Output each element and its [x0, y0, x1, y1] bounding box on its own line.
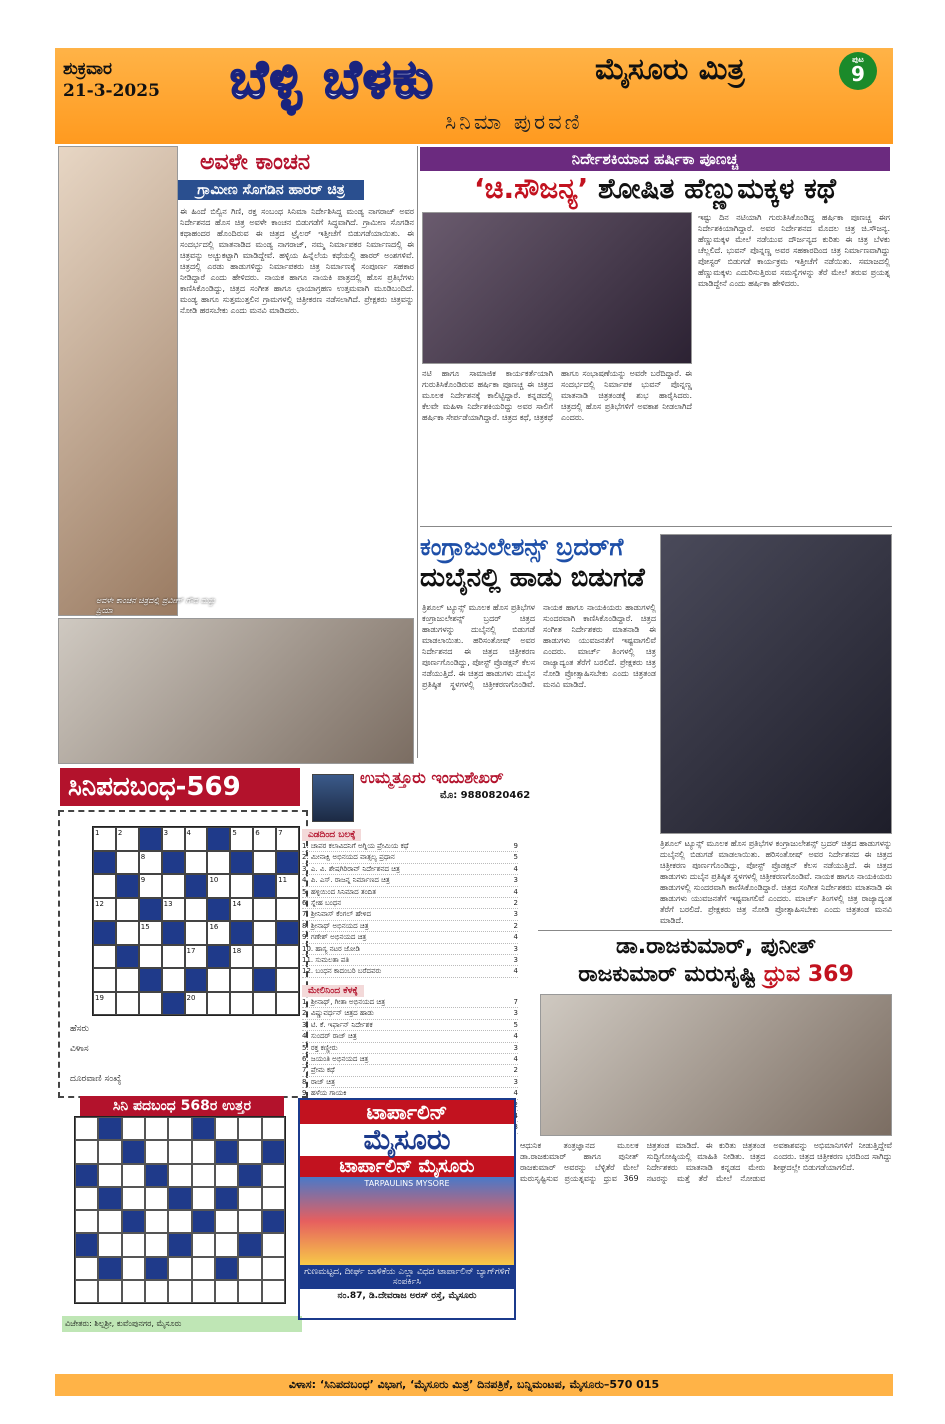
cell [116, 921, 139, 945]
across-clue-list [302, 841, 518, 978]
page-number-badge [839, 52, 877, 90]
dhruva-body: ಆಧುನಿಕ ತಂತ್ರಜ್ಞಾನದ ಮೂಲಕ ಡಾ.ರಾಜಕುಮಾರ್ ಹಾಗೂ ಪುನೀತ್ ರಾಜಕುಮಾರ್ ಅವರನ್ನು ಬೆಳ್ಳಿತೆರೆ ಮೇಲೆ ಮರುಸೃಷ್ಟಿಸುವ ಪ್ರಯತ್ನವನ್ನು ಧ್ರುವ 369 ಚಿತ್ರತಂಡ ಮಾಡಿದೆ. ಈ ಕುರಿತು ಚಿತ್ರತಂಡ ಸುದ್ದಿಗೋಷ್ಠಿಯಲ್ಲಿ ಮಾಹಿತಿ ನೀಡಿತು. ಚಿತ್ರದ ನಿರ್ದೇಶಕರು ಮಾತನಾಡಿ ಕನ್ನಡದ ಮೇರು ನಟರನ್ನು ಮತ್ತೆ ತೆರೆ ಮೇಲೆ ನೋಡುವ ಅವಕಾಶವನ್ನು ಅಭಿಮಾನಿಗಳಿಗೆ ನೀಡುತ್ತಿದ್ದೇವೆ ಎಂದರು. ಚಿತ್ರದ ಚಿತ್ರೀಕರಣ ಭರದಿಂದ ಸಾಗಿದ್ದು ಶೀಘ್ರದಲ್ಲೇ ಬಿಡುಗಡೆಯಾಗಲಿದೆ. [520, 1141, 892, 1183]
masthead-banner [55, 48, 893, 144]
cell [168, 1140, 191, 1163]
cell [93, 921, 116, 945]
clue-length: 3 [513, 1123, 518, 1132]
clue-length: 2 [513, 921, 518, 930]
clue-length: 9 [513, 842, 518, 850]
cell: 10 [207, 874, 230, 898]
cell [276, 992, 299, 1016]
clue-row [302, 1065, 518, 1076]
cell [145, 1187, 168, 1210]
column-divider [417, 146, 418, 758]
crossword-clues [302, 822, 518, 1134]
clue-text: 7. ಶ್ರೀನಿವಾಸ್ ಕೆಂಗಲ್ ಹೇಳಿದ [302, 910, 371, 919]
cell [253, 921, 276, 945]
souajanya-band: ನಿರ್ದೇಶಕಿಯಾದ ಹರ್ಷಿಕಾ ಪೂಣಚ್ಚ [420, 147, 890, 171]
cell: 2 [116, 827, 139, 851]
cell [185, 874, 208, 898]
cell [207, 827, 230, 851]
cell [139, 827, 162, 851]
clue-row [302, 944, 518, 955]
cell [207, 851, 230, 875]
cell: 3 [162, 827, 185, 851]
issue-date [63, 58, 160, 102]
cell [116, 851, 139, 875]
author-mobile: ಮೊ: 9880820462 [440, 790, 531, 801]
cell [253, 945, 276, 969]
cell [168, 1280, 191, 1303]
cell [93, 874, 116, 898]
cell [238, 1280, 261, 1303]
ad-address: ನಂ.87, ಡಿ.ದೇವರಾಜ ಅರಸ್ ರಸ್ತೆ, ಮೈಸೂರು [300, 1289, 514, 1303]
clue-length: 3 [513, 910, 518, 919]
clue-text: 2. ವಿಷ್ಣುವರ್ಧನ್ ಚಿತ್ರದ ಹಾಡು [302, 1009, 374, 1018]
avale-kanchana-team-photo [58, 618, 414, 764]
clue-row [302, 1077, 518, 1088]
clue-text: 4. ಪಿ. ಎಸ್. ರಾಜನ್ನ ನಿರ್ಮಾಣದ ಚಿತ್ರ [302, 876, 390, 885]
section-divider-2 [538, 930, 892, 931]
cell: 20 [185, 992, 208, 1016]
cell [145, 1164, 168, 1187]
cell [168, 1164, 191, 1187]
cell [262, 1164, 285, 1187]
clue-text: 4. ಸುಂದರ್ ರಾಜ್ ಚಿತ್ರ [302, 1032, 357, 1041]
cell [98, 1280, 121, 1303]
cell [230, 968, 253, 992]
cell [262, 1233, 285, 1256]
dhruva-headline-part-a: ರಾಜಕುಮಾರ್ ಮರುಸೃಷ್ಟಿ [578, 962, 757, 987]
cell [93, 968, 116, 992]
ad-tagline: ಗುಣಮಟ್ಟದ, ದೀರ್ಘ ಬಾಳಿಕೆಯ ಎಲ್ಲಾ ವಿಧದ ಟಾರ್ಪಾಲಿನ್ ಬ್ಯಾಗ್‌ಗಳಿಗೆ ಸಂಪರ್ಕಿಸಿ [300, 1265, 514, 1289]
souajanya-poster-launch-photo [422, 212, 692, 364]
clue-row [302, 1054, 518, 1065]
clue-text: 2. ಮೀನಾಕ್ಷಿ ಅಭಿನಯದ ವಾತ್ಸಲ್ಯ ಪ್ರಧಾನ [302, 853, 395, 862]
cell [215, 1233, 238, 1256]
cell [98, 1257, 121, 1280]
clue-row [302, 887, 518, 898]
clue-length: 4 [513, 1054, 518, 1063]
cell [238, 1210, 261, 1233]
cell [215, 1140, 238, 1163]
cell [145, 1280, 168, 1303]
cell [168, 1187, 191, 1210]
cell [192, 1117, 215, 1140]
cell [192, 1210, 215, 1233]
clue-row [302, 909, 518, 920]
cell [139, 992, 162, 1016]
cell [238, 1117, 261, 1140]
cell: 16 [207, 921, 230, 945]
cell [168, 1257, 191, 1280]
clue-row [302, 1031, 518, 1042]
cell: 4 [185, 827, 208, 851]
cell [238, 1164, 261, 1187]
form-address-label: ವಿಳಾಸ [70, 1044, 89, 1054]
clue-length: 3 [513, 1077, 518, 1086]
cell [122, 1164, 145, 1187]
clue-length: 4 [513, 864, 518, 873]
cell [262, 1140, 285, 1163]
tarpaulins-advertisement [298, 1098, 516, 1320]
clue-text: 1. ಚಾಪರ ಕಲಾವಿದನಿಗೆ ಅಗ್ನಿಯ ಪ್ರೇಮಿಯ ಕಥೆ [302, 842, 409, 850]
cell: 8 [139, 851, 162, 875]
cell [262, 1210, 285, 1233]
cell [207, 945, 230, 969]
clue-row [302, 864, 518, 875]
cell [162, 921, 185, 945]
cell [75, 1164, 98, 1187]
page-number: 9 [851, 62, 865, 86]
cell [122, 1233, 145, 1256]
cell [192, 1257, 215, 1280]
cell [93, 945, 116, 969]
clue-length: 3 [513, 956, 518, 965]
cell [98, 1233, 121, 1256]
cell: 7 [276, 827, 299, 851]
cell [238, 1257, 261, 1280]
clue-length: 5 [513, 1020, 518, 1029]
cell [253, 874, 276, 898]
congratulations-brother-subhead: ದುಬೈನಲ್ಲಿ ಹಾಡು ಬಿಡುಗಡೆ [420, 563, 645, 593]
clue-length: 5 [513, 853, 518, 862]
cell [122, 1280, 145, 1303]
ad-city: ಮೈಸೂರು [300, 1124, 514, 1156]
congratulations-brother-cast-photo [660, 534, 892, 834]
clue-row [302, 1043, 518, 1054]
clue-text: 5. ಹಳ್ಳಿಯಿಂದ ಸಿನಿಮಾದ ತಂದಿತ [302, 887, 376, 896]
cell [276, 851, 299, 875]
dhruva-headline-line2 [540, 962, 892, 987]
clue-length: 7 [513, 997, 518, 1006]
dhruva-headline-part-b: ಧ್ರುವ 369 [763, 962, 854, 987]
cell [98, 1117, 121, 1140]
clue-row [302, 921, 518, 932]
cell [93, 851, 116, 875]
cell [207, 898, 230, 922]
congratulations-brother-headline: ಕಂಗ್ರಾಜುಲೇಶನ್ಸ್ ಬ್ರದರ್‌ಗೆ [420, 533, 624, 561]
cell: 14 [230, 898, 253, 922]
cell [75, 1233, 98, 1256]
cell [192, 1140, 215, 1163]
supplement-title: ಬೆಳ್ಳಿ ಬೆಳಕು [230, 50, 436, 110]
souajanya-body-bottom: ನಟಿ ಹಾಗೂ ಸಾಮಾಜಿಕ ಕಾರ್ಯಕರ್ತೆಯಾಗಿ ಗುರುತಿಸಿಕೊಂಡಿರುವ ಹರ್ಷಿಕಾ ಪೂಣಚ್ಚ ಈ ಚಿತ್ರದ ಮೂಲಕ ನಿರ್ದೇಶನಕ್ಕೆ ಕಾಲಿಟ್ಟಿದ್ದಾರೆ. ಕನ್ನಡದಲ್ಲಿ ಕೆಲವೇ ಮಹಿಳಾ ನಿರ್ದೇಶಕಿಯರಿದ್ದು ಅವರ ಸಾಲಿಗೆ ಹರ್ಷಿಕಾ ಸೇರ್ಪಡೆಯಾಗಿದ್ದಾರೆ. ಚಿತ್ರದ ಕಥೆ, ಚಿತ್ರಕಥೆ ಹಾಗೂ ಸಂಭಾಷಣೆಯನ್ನು ಅವರೇ ಬರೆದಿದ್ದಾರೆ. ಈ ಸಂದರ್ಭದಲ್ಲಿ ನಿರ್ಮಾಪಕ ಭುವನ್ ಪೊನ್ನಣ್ಣ ಮಾತನಾಡಿ ಚಿತ್ರತಂಡಕ್ಕೆ ಶುಭ ಹಾರೈಸಿದರು. ಚಿತ್ರದಲ್ಲಿ ಹೊಸ ಪ್ರತಿಭೆಗಳಿಗೆ ಅವಕಾಶ ನೀಡಲಾಗಿದೆ ಎಂದರು. [422, 369, 692, 422]
cell [75, 1117, 98, 1140]
crossword-title: ಸಿನಿಪದಬಂಧ-569 [60, 768, 300, 806]
clue-text: 8. ರಾಜ್ ಚಿತ್ರ [302, 1077, 335, 1086]
cell [75, 1140, 98, 1163]
clue-text: 5. ರಕ್ತ ಕಣ್ಣೀರು [302, 1043, 338, 1052]
clue-row [302, 1020, 518, 1031]
clue-row [302, 932, 518, 943]
across-heading: ಎಡದಿಂದ ಬಲಕ್ಕೆ [302, 829, 361, 841]
cell [162, 851, 185, 875]
newspaper-name: ಮೈಸೂರು ಮಿತ್ರ [595, 52, 745, 87]
cell [185, 921, 208, 945]
cell [139, 898, 162, 922]
clue-length: 3 [513, 1009, 518, 1018]
cell [98, 1187, 121, 1210]
supplement-subtitle: ಸಿನಿಮಾ ಪುರವಣಿ [445, 110, 583, 134]
clue-text: 11. ಸುಮಲತಾ ಪತಿ [302, 956, 350, 965]
cell [162, 945, 185, 969]
clue-length: 3 [513, 944, 518, 953]
section-divider [420, 526, 892, 527]
cell [98, 1210, 121, 1233]
ad-brand-line1: ಟಾರ್ಪಾಲಿನ್ [300, 1100, 514, 1124]
cell [192, 1164, 215, 1187]
clue-text: 1. ಶ್ರೀನಾಥ್, ಗೀತಾ ಅಭಿನಯದ ಚಿತ್ರ [302, 997, 386, 1006]
crossword-grid [92, 826, 300, 1016]
ad-brand-line2: ಟಾರ್ಪಾಲಿನ್ ಮೈಸೂರು [300, 1156, 514, 1177]
clue-row [302, 955, 518, 966]
souajanya-headline [420, 172, 890, 206]
clue-length: 2 [513, 1066, 518, 1075]
issue-date-value: 21-3-2025 [63, 81, 160, 101]
cell [192, 1187, 215, 1210]
issue-day: ಶುಕ್ರವಾರ [63, 59, 112, 79]
cell [215, 1210, 238, 1233]
page-label: ಪುಟ [852, 55, 864, 64]
clue-row [302, 841, 518, 852]
avale-kanchana-caption: ಅವಳೇ ಕಾಂಚನ ಚಿತ್ರದಲ್ಲಿ ಪ್ರವೀಣ್ ಗೌಡ ಮತ್ತು ಪ್ರಿಯಾ [96, 596, 216, 615]
cell [215, 1164, 238, 1187]
cell [145, 1140, 168, 1163]
cell [185, 968, 208, 992]
cell [116, 874, 139, 898]
cell: 15 [139, 921, 162, 945]
avale-kanchana-body: ಈ ಹಿಂದೆ ಬಿಲ್ವಿನ ಗಿಣಿ, ರಕ್ತ ಸಂಬಂಧ ಸಿನಿಮಾ ನಿರ್ದೇಶಿಸಿದ್ದ ಮಂಡ್ಯ ನಾಗರಾಜ್ ಅವರ ನಿರ್ದೇಶನದ ಹೊಸ ಚಿತ್ರ ಅವಳೇ ಕಾಂಚನ ಬಿಡುಗಡೆಗೆ ಸಿದ್ಧವಾಗಿದೆ. ಗ್ರಾಮೀಣ ಸೊಗಡಿನ ಕಥಾಹಂದರ ಹೊಂದಿರುವ ಈ ಚಿತ್ರದ ಟ್ರೈಲರ್ ಇತ್ತೀಚೆಗೆ ಬಿಡುಗಡೆಯಾಯಿತು. ಈ ಸಂದರ್ಭದಲ್ಲಿ ಮಾತನಾಡಿದ ಮಂಡ್ಯ ನಾಗರಾಜ್, ನಮ್ಮ ನಿರ್ಮಾಪಕರ ನಿರ್ಮಾಣದಲ್ಲಿ ಈ ಚಿತ್ರವನ್ನು ಅಚ್ಚುಕಟ್ಟಾಗಿ ಮಾಡಿದ್ದೇವೆ. ಹಳ್ಳಿಯ ಹಿನ್ನೆಲೆಯ ಕಥೆಯಲ್ಲಿ ಹಾರರ್ ಅಂಶಗಳಿವೆ. ಚಿತ್ರದಲ್ಲಿ ಎರಡು ಹಾಡುಗಳಿದ್ದು ನಿರ್ಮಾಪಕರು ಚಿತ್ರ ನಿರ್ಮಾಣಕ್ಕೆ ಸಂಪೂರ್ಣ ಸಹಕಾರ ನೀಡಿದ್ದಾರೆ ಎಂದು ಹೇಳಿದರು. ನಾಯಕ ಹಾಗೂ ನಾಯಕಿ ಪಾತ್ರದಲ್ಲಿ ಹೊಸ ಪ್ರತಿಭೆಗಳು ಕಾಣಿಸಿಕೊಂಡಿದ್ದು, ಚಿತ್ರದ ಸಂಗೀತ ಹಾಗೂ ಛಾಯಾಗ್ರಹಣ ಉತ್ತಮವಾಗಿ ಮೂಡಿಬಂದಿದೆ. ಮಂಡ್ಯ ಹಾಗೂ ಸುತ್ತಮುತ್ತಲಿನ ಗ್ರಾಮಗಳಲ್ಲಿ ಚಿತ್ರೀಕರಣ ನಡೆಸಲಾಗಿದೆ. ಪ್ರೇಕ್ಷಕರು ಚಿತ್ರವನ್ನು ನೋಡಿ ಹರಸಬೇಕು ಎಂದು ಮನವಿ ಮಾಡಿದರು. [180, 207, 414, 315]
clue-row [302, 898, 518, 909]
clue-text: 9. ಗಣೇಶ್ ಅಭಿನಯದ ಚಿತ್ರ [302, 933, 367, 942]
clue-text: 6. ಜಯಂತಿ ಅಭಿನಯದ ಚಿತ್ರ [302, 1054, 369, 1063]
ad-shop-sign: TARPAULINS MYSORE [364, 1179, 450, 1188]
clue-text: 6. ಸ್ನೇಹ ಬಂಧನ [302, 899, 342, 908]
cell [162, 874, 185, 898]
cell [276, 968, 299, 992]
cell: 6 [253, 827, 276, 851]
clue-length: 4 [513, 1111, 518, 1120]
cell [168, 1210, 191, 1233]
cell [145, 1210, 168, 1233]
author-photo [312, 774, 354, 822]
congratulations-brother-body-continued: ತ್ರಿಶೂಲ್ ಟ್ಯೂನ್ಸ್ ಮೂಲಕ ಹೊಸ ಪ್ರತಿಭೆಗಳ ಕಂಗ್ರಾಜುಲೇಶನ್ಸ್ ಬ್ರದರ್ ಚಿತ್ರದ ಹಾಡುಗಳನ್ನು ದುಬೈನಲ್ಲಿ ಬಿಡುಗಡೆ ಮಾಡಲಾಯಿತು. ಹರಿಸಂತೋಷ್ ಅವರ ನಿರ್ದೇಶನದ ಈ ಚಿತ್ರದ ಚಿತ್ರೀಕರಣ ಪೂರ್ಣಗೊಂಡಿದ್ದು, ಪೋಸ್ಟ್ ಪ್ರೊಡಕ್ಷನ್ ಕೆಲಸ ನಡೆಯುತ್ತಿದೆ. ಈ ಚಿತ್ರದ ಹಾಡುಗಳು ದುಬೈನ ಪ್ರತಿಷ್ಠಿತ ಸ್ಥಳಗಳಲ್ಲಿ ಚಿತ್ರೀಕರಣಗೊಂಡಿವೆ. ನಾಯಕ ಹಾಗೂ ನಾಯಕಿಯರು ಹಾಡುಗಳಲ್ಲಿ ಸುಂದರವಾಗಿ ಕಾಣಿಸಿಕೊಂಡಿದ್ದಾರೆ. ಚಿತ್ರದ ಸಂಗೀತ ನಿರ್ದೇಶಕರು ಮಾತನಾಡಿ ಈ ಹಾಡುಗಳು ಯುವಜನತೆಗೆ ಇಷ್ಟವಾಗಲಿವೆ ಎಂದರು. ಮಾರ್ಚ್ ತಿಂಗಳಲ್ಲಿ ಚಿತ್ರ ರಾಜ್ಯಾದ್ಯಂತ ತೆರೆಗೆ ಬರಲಿದೆ. ಪ್ರೇಕ್ಷಕರು ಚಿತ್ರ ನೋಡಿ ಪ್ರೋತ್ಸಾಹಿಸಬೇಕು ಎಂದು ಚಿತ್ರತಂಡ ಮನವಿ ಮಾಡಿದೆ. [660, 839, 892, 925]
cell [75, 1187, 98, 1210]
cell [98, 1164, 121, 1187]
cell [262, 1280, 285, 1303]
cell [116, 992, 139, 1016]
cell [139, 945, 162, 969]
clue-row [302, 966, 518, 977]
cell [122, 1210, 145, 1233]
cell: 1 [93, 827, 116, 851]
down-heading: ಮೇಲಿನಿಂದ ಕೆಳಕ್ಕೆ [302, 985, 364, 997]
cell [238, 1140, 261, 1163]
clue-text: 3. ಎ. ವಿ. ಶೇಷಗಿರಿರಾವ್ ನಿರ್ದೇಶನದ ಚಿತ್ರ [302, 864, 400, 873]
clue-row [302, 997, 518, 1008]
avale-kanchana-couple-photo [58, 146, 178, 616]
cell [162, 968, 185, 992]
cell [75, 1210, 98, 1233]
congratulations-brother-body: ತ್ರಿಶೂಲ್ ಟ್ಯೂನ್ಸ್ ಮೂಲಕ ಹೊಸ ಪ್ರತಿಭೆಗಳ ಕಂಗ್ರಾಜುಲೇಶನ್ಸ್ ಬ್ರದರ್ ಚಿತ್ರದ ಹಾಡುಗಳನ್ನು ದುಬೈನಲ್ಲಿ ಬಿಡುಗಡೆ ಮಾಡಲಾಯಿತು. ಹರಿಸಂತೋಷ್ ಅವರ ನಿರ್ದೇಶನದ ಈ ಚಿತ್ರದ ಚಿತ್ರೀಕರಣ ಪೂರ್ಣಗೊಂಡಿದ್ದು, ಪೋಸ್ಟ್ ಪ್ರೊಡಕ್ಷನ್ ಕೆಲಸ ನಡೆಯುತ್ತಿದೆ. ಈ ಚಿತ್ರದ ಹಾಡುಗಳು ದುಬೈನ ಪ್ರತಿಷ್ಠಿತ ಸ್ಥಳಗಳಲ್ಲಿ ಚಿತ್ರೀಕರಣಗೊಂಡಿವೆ. ನಾಯಕ ಹಾಗೂ ನಾಯಕಿಯರು ಹಾಡುಗಳಲ್ಲಿ ಸುಂದರವಾಗಿ ಕಾಣಿಸಿಕೊಂಡಿದ್ದಾರೆ. ಚಿತ್ರದ ಸಂಗೀತ ನಿರ್ದೇಶಕರು ಮಾತನಾಡಿ ಈ ಹಾಡುಗಳು ಯುವಜನತೆಗೆ ಇಷ್ಟವಾಗಲಿವೆ ಎಂದರು. ಮಾರ್ಚ್ ತಿಂಗಳಲ್ಲಿ ಚಿತ್ರ ರಾಜ್ಯಾದ್ಯಂತ ತೆರೆಗೆ ಬರಲಿದೆ. ಪ್ರೇಕ್ಷಕರು ಚಿತ್ರ ನೋಡಿ ಪ್ರೋತ್ಸಾಹಿಸಬೇಕು ಎಂದು ಚಿತ್ರತಂಡ ಮನವಿ ಮಾಡಿದೆ. [422, 603, 656, 689]
cell [145, 1117, 168, 1140]
crossword-address-footer: ವಿಳಾಸ: ‘ಸಿನಿಪದಬಂಧ’ ವಿಭಾಗ, ‘ಮೈಸೂರು ಮಿತ್ರ’ ದಿನಪತ್ರಿಕೆ, ಬನ್ನಿಮಂಟಪ, ಮೈಸೂರು–570 015 [55, 1374, 893, 1396]
cell [262, 1187, 285, 1210]
cell [116, 898, 139, 922]
clue-length: 2 [513, 899, 518, 908]
cell [230, 921, 253, 945]
clue-length: 3 [513, 1043, 518, 1052]
form-phone-label: ದೂರವಾಣಿ ಸಂಖ್ಯೆ [70, 1074, 122, 1084]
winner-line: ವಿಜೇತರು: ಶಿಲ್ಪಶ್ರೀ, ಕುವೆಂಪುನಗರ, ಮೈಸೂರು [62, 1316, 302, 1332]
cell [145, 1257, 168, 1280]
cell [262, 1257, 285, 1280]
souajanya-headline-rest: ಶೋಷಿತ ಹೆಣ್ಣುಮಕ್ಕಳ ಕಥೆ [598, 172, 836, 205]
clue-text: 9. ಹಳೆಯ ಗಾಯಕಿ [302, 1089, 347, 1098]
cell [262, 1117, 285, 1140]
avale-kanchana-headline: ಅವಳೇ ಕಾಂಚನ [200, 150, 311, 175]
clue-text: 8. ಶ್ರೀನಾಥ್ ಅಭಿನಯದ ಚಿತ್ರ [302, 921, 369, 930]
clue-length: 4 [513, 1032, 518, 1041]
clue-row [302, 852, 518, 863]
cell [185, 898, 208, 922]
cell [230, 874, 253, 898]
clue-text: 10. ಹಾಸ್ಯ ನಟರ ಜೋಡಿ [302, 944, 360, 953]
cell [122, 1187, 145, 1210]
clue-row [302, 875, 518, 886]
cell [122, 1117, 145, 1140]
cell [253, 898, 276, 922]
cell: 12 [93, 898, 116, 922]
clue-length: 4 [513, 933, 518, 942]
cell [253, 851, 276, 875]
cell [75, 1280, 98, 1303]
dhruva-headline-line1: ಡಾ.ರಾಜಕುಮಾರ್, ಪುನೀತ್ [616, 934, 816, 959]
form-name-label: ಹೆಸರು [70, 1024, 89, 1034]
crossword-author: ಉಮ್ಮತ್ತೂರು ಇಂದುಶೇಖರ್ [360, 768, 504, 787]
clue-text: 12. ಬಂಧನ ಕಾದಂಬರಿ ಬರೆದವರು [302, 967, 382, 976]
cell [122, 1257, 145, 1280]
cell [253, 968, 276, 992]
clue-length: 3 [513, 876, 518, 885]
cell [98, 1140, 121, 1163]
cell [192, 1280, 215, 1303]
cell [207, 992, 230, 1016]
ad-shop-photo [300, 1177, 514, 1265]
souajanya-body-right: ಇಷ್ಟು ದಿನ ನಟಿಯಾಗಿ ಗುರುತಿಸಿಕೊಂಡಿದ್ದ ಹರ್ಷಿಕಾ ಪೂಣಚ್ಚ ಈಗ ನಿರ್ದೇಶಕಿಯಾಗಿದ್ದಾರೆ. ಅವರ ನಿರ್ದೇಶನದ ಮೊದಲ ಚಿತ್ರ ಚಿ.ಸೌಜನ್ಯ. ಹೆಣ್ಣುಮಕ್ಕಳ ಮೇಲೆ ನಡೆಯುವ ದೌರ್ಜನ್ಯದ ಕುರಿತು ಈ ಚಿತ್ರ ಬೆಳಕು ಚೆಲ್ಲಲಿದೆ. ಭುವನ್ ಪೊನ್ನಣ್ಣ ಅವರ ಸಹಕಾರದಿಂದ ಚಿತ್ರ ನಿರ್ಮಾಣವಾಗಿದ್ದು ಪೋಸ್ಟರ್ ಬಿಡುಗಡೆ ಕಾರ್ಯಕ್ರಮ ಇತ್ತೀಚೆಗೆ ನಡೆಯಿತು. ಸಮಾಜದಲ್ಲಿ ಹೆಣ್ಣುಮಕ್ಕಳು ಎದುರಿಸುತ್ತಿರುವ ಸಮಸ್ಯೆಗಳನ್ನು ತೆರೆ ಮೇಲೆ ತರುವ ಪ್ರಯತ್ನ ಮಾಡಿದ್ದೇನೆ ಎಂದು ಹರ್ಷಿಕಾ ಹೇಳಿದರು. [698, 213, 890, 288]
clue-length: 4 [513, 887, 518, 896]
cell: 13 [162, 898, 185, 922]
cell [122, 1140, 145, 1163]
cell [168, 1117, 191, 1140]
cell [215, 1117, 238, 1140]
cell [230, 851, 253, 875]
cell [139, 968, 162, 992]
cell [162, 992, 185, 1016]
cell [253, 992, 276, 1016]
cell [207, 968, 230, 992]
cell [145, 1233, 168, 1256]
cell [276, 898, 299, 922]
cell [215, 1257, 238, 1280]
cell [238, 1187, 261, 1210]
clue-length: 2 [513, 1100, 518, 1109]
clue-text: 7. ಪ್ರೇಮ ಕಥೆ [302, 1066, 335, 1075]
souajanya-headline-title: ‘ಚಿ.ಸೌಜನ್ಯ’ [474, 172, 589, 205]
dhruva-press-meet-photo [540, 994, 892, 1136]
avale-kanchana-subhead: ಗ್ರಾಮೀಣ ಸೊಗಡಿನ ಹಾರರ್ ಚಿತ್ರ [178, 180, 364, 200]
cell [276, 921, 299, 945]
cell [75, 1257, 98, 1280]
clue-length: 4 [513, 1089, 518, 1098]
cell [238, 1233, 261, 1256]
cell [215, 1187, 238, 1210]
previous-answer-title: ಸಿನಿ ಪದಬಂಧ 568ರ ಉತ್ತರ [80, 1096, 284, 1116]
cell [116, 968, 139, 992]
clue-text: 3. ಟಿ. ಕೆ. ಇರ್ಫಾನ್ ನಿರ್ದೇಶಕ [302, 1020, 373, 1029]
cell: 18 [230, 945, 253, 969]
cell [168, 1233, 191, 1256]
cell [215, 1280, 238, 1303]
cell [185, 851, 208, 875]
cell: 19 [93, 992, 116, 1016]
cell: 9 [139, 874, 162, 898]
previous-answer-grid [74, 1116, 286, 1304]
cell [116, 945, 139, 969]
cell: 11 [276, 874, 299, 898]
cell: 17 [185, 945, 208, 969]
cell: 5 [230, 827, 253, 851]
clue-length: 4 [513, 967, 518, 976]
clue-row [302, 1008, 518, 1019]
cell [230, 992, 253, 1016]
cell [276, 945, 299, 969]
cell [192, 1233, 215, 1256]
